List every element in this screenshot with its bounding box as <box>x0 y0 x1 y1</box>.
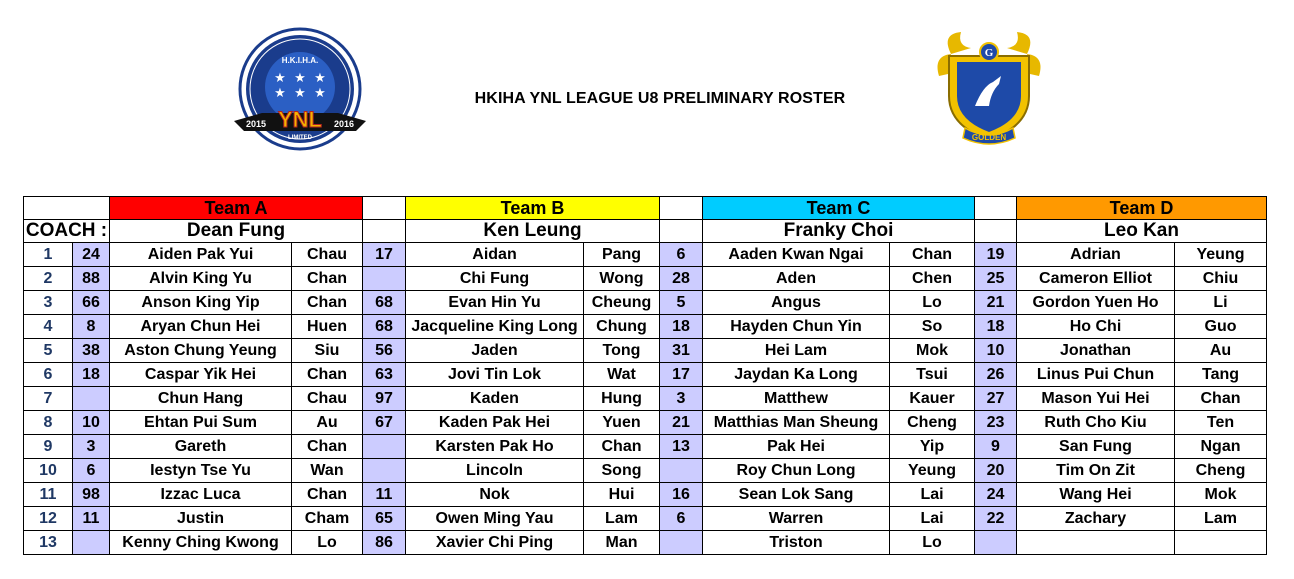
team-a-first-name: Iestyn Tse Yu <box>110 459 292 483</box>
header-spacer <box>363 197 406 220</box>
team-b-first-name: Jaden <box>406 339 584 363</box>
team-b-first-name: Jovi Tin Lok <box>406 363 584 387</box>
svg-text:★: ★ <box>294 86 306 101</box>
team-d-last-name: Au <box>1175 339 1267 363</box>
team-a-first-name: Aston Chung Yeung <box>110 339 292 363</box>
row-number: 5 <box>24 339 73 363</box>
team-a-first-name: Ehtan Pui Sum <box>110 411 292 435</box>
team-b-last-name: Hui <box>584 483 660 507</box>
table-row <box>24 531 1267 555</box>
table-row <box>24 363 1267 387</box>
team-d-first-name: Cameron Elliot <box>1017 267 1175 291</box>
logo-left-main-text: YNL <box>278 107 322 132</box>
team-b-jersey-number: 68 <box>363 315 406 339</box>
team-b-first-name: Xavier Chi Ping <box>406 531 584 555</box>
team-d-last-name <box>1175 531 1267 555</box>
row-number: 4 <box>24 315 73 339</box>
team-d-jersey-number: 22 <box>975 507 1017 531</box>
team-c-coach: Franky Choi <box>703 220 975 243</box>
svg-text:★: ★ <box>314 86 326 101</box>
team-b-first-name: Jacqueline King Long <box>406 315 584 339</box>
page-title: HKIHA YNL LEAGUE U8 PRELIMINARY ROSTER <box>474 90 846 107</box>
team-c-last-name: Lo <box>890 291 975 315</box>
team-d-last-name: Yeung <box>1175 243 1267 267</box>
team-a-first-name: Justin <box>110 507 292 531</box>
coach-label: COACH : <box>24 220 110 243</box>
team-a-first-name: Gareth <box>110 435 292 459</box>
team-c-first-name: Matthew <box>703 387 890 411</box>
team-b-first-name: Karsten Pak Ho <box>406 435 584 459</box>
team-b-last-name: Yuen <box>584 411 660 435</box>
row-number: 11 <box>24 483 73 507</box>
team-d-first-name: Adrian <box>1017 243 1175 267</box>
team-c-last-name: Tsui <box>890 363 975 387</box>
team-c-first-name: Hei Lam <box>703 339 890 363</box>
team-d-first-name: San Fung <box>1017 435 1175 459</box>
team-b-jersey-number: 63 <box>363 363 406 387</box>
team-a-jersey-number: 24 <box>73 243 110 267</box>
team-c-first-name: Aaden Kwan Ngai <box>703 243 890 267</box>
team-a-last-name: Chan <box>292 267 363 291</box>
team-a-last-name: Chau <box>292 387 363 411</box>
team-b-last-name: Chan <box>584 435 660 459</box>
table-row <box>24 411 1267 435</box>
hkiha-ynl-logo-icon <box>226 27 374 151</box>
team-c-jersey-number: 17 <box>660 363 703 387</box>
team-d-last-name: Chan <box>1175 387 1267 411</box>
header-spacer <box>660 197 703 220</box>
team-d-header: Team D <box>1017 197 1267 220</box>
team-c-jersey-number: 6 <box>660 243 703 267</box>
team-d-first-name: Jonathan <box>1017 339 1175 363</box>
coach-spacer <box>975 220 1017 243</box>
team-c-first-name: Roy Chun Long <box>703 459 890 483</box>
team-c-first-name: Matthias Man Sheung <box>703 411 890 435</box>
coach-row <box>24 220 1267 243</box>
logo-left-year-right: 2016 <box>333 119 355 129</box>
team-b-jersey-number: 56 <box>363 339 406 363</box>
team-b-first-name: Evan Hin Yu <box>406 291 584 315</box>
team-b-jersey-number <box>363 435 406 459</box>
team-b-first-name: Nok <box>406 483 584 507</box>
logo-left-year-left: 2015 <box>245 119 267 129</box>
team-a-jersey-number <box>73 531 110 555</box>
team-d-last-name: Li <box>1175 291 1267 315</box>
team-d-first-name: Zachary <box>1017 507 1175 531</box>
team-c-jersey-number <box>660 459 703 483</box>
team-d-jersey-number: 21 <box>975 291 1017 315</box>
team-d-jersey-number: 24 <box>975 483 1017 507</box>
team-c-last-name: Mok <box>890 339 975 363</box>
svg-text:★: ★ <box>274 86 286 101</box>
row-number: 1 <box>24 243 73 267</box>
team-d-first-name: Mason Yui Hei <box>1017 387 1175 411</box>
table-row <box>24 267 1267 291</box>
team-b-last-name: Chung <box>584 315 660 339</box>
logo-right-banner: GOLDEN <box>971 133 1007 142</box>
team-a-last-name: Chan <box>292 483 363 507</box>
row-number: 3 <box>24 291 73 315</box>
team-b-first-name: Kaden Pak Hei <box>406 411 584 435</box>
table-row <box>24 459 1267 483</box>
team-b-last-name: Hung <box>584 387 660 411</box>
team-c-first-name: Sean Lok Sang <box>703 483 890 507</box>
team-d-last-name: Guo <box>1175 315 1267 339</box>
team-a-last-name: Chan <box>292 291 363 315</box>
team-d-last-name: Lam <box>1175 507 1267 531</box>
team-b-last-name: Song <box>584 459 660 483</box>
row-number: 9 <box>24 435 73 459</box>
team-a-last-name: Siu <box>292 339 363 363</box>
team-b-last-name: Wat <box>584 363 660 387</box>
row-number: 2 <box>24 267 73 291</box>
team-c-jersey-number: 21 <box>660 411 703 435</box>
team-a-first-name: Kenny Ching Kwong <box>110 531 292 555</box>
team-a-header: Team A <box>110 197 363 220</box>
team-b-jersey-number: 68 <box>363 291 406 315</box>
team-a-jersey-number: 3 <box>73 435 110 459</box>
team-d-jersey-number: 19 <box>975 243 1017 267</box>
team-c-first-name: Warren <box>703 507 890 531</box>
team-a-first-name: Izzac Luca <box>110 483 292 507</box>
team-c-jersey-number: 3 <box>660 387 703 411</box>
team-a-jersey-number: 38 <box>73 339 110 363</box>
row-number: 6 <box>24 363 73 387</box>
team-b-coach: Ken Leung <box>406 220 660 243</box>
team-a-last-name: Cham <box>292 507 363 531</box>
table-row <box>24 435 1267 459</box>
team-a-jersey-number: 66 <box>73 291 110 315</box>
team-c-first-name: Pak Hei <box>703 435 890 459</box>
team-d-first-name: Tim On Zit <box>1017 459 1175 483</box>
logo-left-top-text: H.K.I.H.A. <box>281 56 319 65</box>
team-c-last-name: Lo <box>890 531 975 555</box>
team-a-first-name: Anson King Yip <box>110 291 292 315</box>
team-b-first-name: Lincoln <box>406 459 584 483</box>
row-number: 10 <box>24 459 73 483</box>
table-row <box>24 387 1267 411</box>
team-b-jersey-number: 67 <box>363 411 406 435</box>
table-row <box>24 243 1267 267</box>
team-a-last-name: Huen <box>292 315 363 339</box>
svg-text:★: ★ <box>314 71 326 86</box>
team-d-first-name: Gordon Yuen Ho <box>1017 291 1175 315</box>
team-b-header: Team B <box>406 197 660 220</box>
team-b-first-name: Kaden <box>406 387 584 411</box>
row-number: 13 <box>24 531 73 555</box>
team-b-jersey-number: 65 <box>363 507 406 531</box>
table-row <box>24 315 1267 339</box>
header-spacer <box>975 197 1017 220</box>
team-d-first-name <box>1017 531 1175 555</box>
coach-spacer <box>363 220 406 243</box>
team-d-jersey-number: 18 <box>975 315 1017 339</box>
team-b-jersey-number <box>363 267 406 291</box>
team-c-last-name: Kauer <box>890 387 975 411</box>
team-c-first-name: Triston <box>703 531 890 555</box>
team-d-jersey-number: 9 <box>975 435 1017 459</box>
team-d-last-name: Mok <box>1175 483 1267 507</box>
team-c-last-name: So <box>890 315 975 339</box>
team-d-jersey-number: 25 <box>975 267 1017 291</box>
team-b-last-name: Lam <box>584 507 660 531</box>
team-d-jersey-number: 20 <box>975 459 1017 483</box>
team-c-jersey-number: 18 <box>660 315 703 339</box>
team-c-jersey-number: 5 <box>660 291 703 315</box>
header-spacer <box>24 197 110 220</box>
coach-spacer <box>660 220 703 243</box>
team-a-last-name: Chan <box>292 363 363 387</box>
team-d-jersey-number <box>975 531 1017 555</box>
team-d-first-name: Ho Chi <box>1017 315 1175 339</box>
team-d-jersey-number: 10 <box>975 339 1017 363</box>
team-d-jersey-number: 27 <box>975 387 1017 411</box>
team-b-last-name: Pang <box>584 243 660 267</box>
team-d-last-name: Tang <box>1175 363 1267 387</box>
team-b-last-name: Wong <box>584 267 660 291</box>
team-c-first-name: Hayden Chun Yin <box>703 315 890 339</box>
team-c-jersey-number: 13 <box>660 435 703 459</box>
team-b-jersey-number: 11 <box>363 483 406 507</box>
team-a-jersey-number: 11 <box>73 507 110 531</box>
team-a-last-name: Chan <box>292 435 363 459</box>
team-c-last-name: Yip <box>890 435 975 459</box>
svg-text:★: ★ <box>274 71 286 86</box>
team-c-jersey-number <box>660 531 703 555</box>
team-c-header: Team C <box>703 197 975 220</box>
team-b-last-name: Man <box>584 531 660 555</box>
team-c-first-name: Jaydan Ka Long <box>703 363 890 387</box>
team-a-last-name: Lo <box>292 531 363 555</box>
logo-right-letter: G <box>984 47 994 59</box>
table-row <box>24 483 1267 507</box>
team-a-last-name: Chau <box>292 243 363 267</box>
team-a-jersey-number: 18 <box>73 363 110 387</box>
team-a-jersey-number: 6 <box>73 459 110 483</box>
team-a-last-name: Wan <box>292 459 363 483</box>
team-a-first-name: Aiden Pak Yui <box>110 243 292 267</box>
team-b-first-name: Aidan <box>406 243 584 267</box>
team-c-last-name: Lai <box>890 483 975 507</box>
team-d-last-name: Ten <box>1175 411 1267 435</box>
team-b-jersey-number: 17 <box>363 243 406 267</box>
team-header-row <box>24 197 1267 220</box>
team-a-first-name: Caspar Yik Hei <box>110 363 292 387</box>
team-d-jersey-number: 23 <box>975 411 1017 435</box>
team-a-first-name: Alvin King Yu <box>110 267 292 291</box>
team-c-jersey-number: 31 <box>660 339 703 363</box>
team-c-last-name: Yeung <box>890 459 975 483</box>
team-c-first-name: Angus <box>703 291 890 315</box>
team-a-first-name: Chun Hang <box>110 387 292 411</box>
team-d-jersey-number: 26 <box>975 363 1017 387</box>
team-b-first-name: Owen Ming Yau <box>406 507 584 531</box>
team-d-first-name: Ruth Cho Kiu <box>1017 411 1175 435</box>
team-d-last-name: Ngan <box>1175 435 1267 459</box>
team-a-jersey-number: 8 <box>73 315 110 339</box>
team-c-jersey-number: 16 <box>660 483 703 507</box>
logo-left-bottom-text: LIMITED <box>288 135 312 141</box>
team-b-jersey-number: 86 <box>363 531 406 555</box>
team-d-coach: Leo Kan <box>1017 220 1267 243</box>
row-number: 7 <box>24 387 73 411</box>
team-a-jersey-number: 88 <box>73 267 110 291</box>
golden-mission-sports-club-logo-icon <box>931 26 1047 154</box>
row-number: 12 <box>24 507 73 531</box>
team-a-jersey-number: 98 <box>73 483 110 507</box>
team-c-last-name: Chen <box>890 267 975 291</box>
team-c-last-name: Chan <box>890 243 975 267</box>
roster-body <box>24 197 1267 555</box>
team-b-jersey-number: 97 <box>363 387 406 411</box>
team-c-last-name: Lai <box>890 507 975 531</box>
team-a-jersey-number: 10 <box>73 411 110 435</box>
team-c-first-name: Aden <box>703 267 890 291</box>
table-row <box>24 339 1267 363</box>
svg-text:★: ★ <box>294 71 306 86</box>
team-a-coach: Dean Fung <box>110 220 363 243</box>
team-b-first-name: Chi Fung <box>406 267 584 291</box>
team-d-last-name: Chiu <box>1175 267 1267 291</box>
team-b-last-name: Tong <box>584 339 660 363</box>
team-c-jersey-number: 28 <box>660 267 703 291</box>
team-c-last-name: Cheng <box>890 411 975 435</box>
team-d-first-name: Linus Pui Chun <box>1017 363 1175 387</box>
team-a-jersey-number <box>73 387 110 411</box>
team-d-first-name: Wang Hei <box>1017 483 1175 507</box>
team-a-first-name: Aryan Chun Hei <box>110 315 292 339</box>
team-d-last-name: Cheng <box>1175 459 1267 483</box>
team-c-jersey-number: 6 <box>660 507 703 531</box>
team-a-last-name: Au <box>292 411 363 435</box>
roster-table <box>23 196 1267 555</box>
table-row <box>24 291 1267 315</box>
team-b-jersey-number <box>363 459 406 483</box>
row-number: 8 <box>24 411 73 435</box>
team-b-last-name: Cheung <box>584 291 660 315</box>
table-row <box>24 507 1267 531</box>
